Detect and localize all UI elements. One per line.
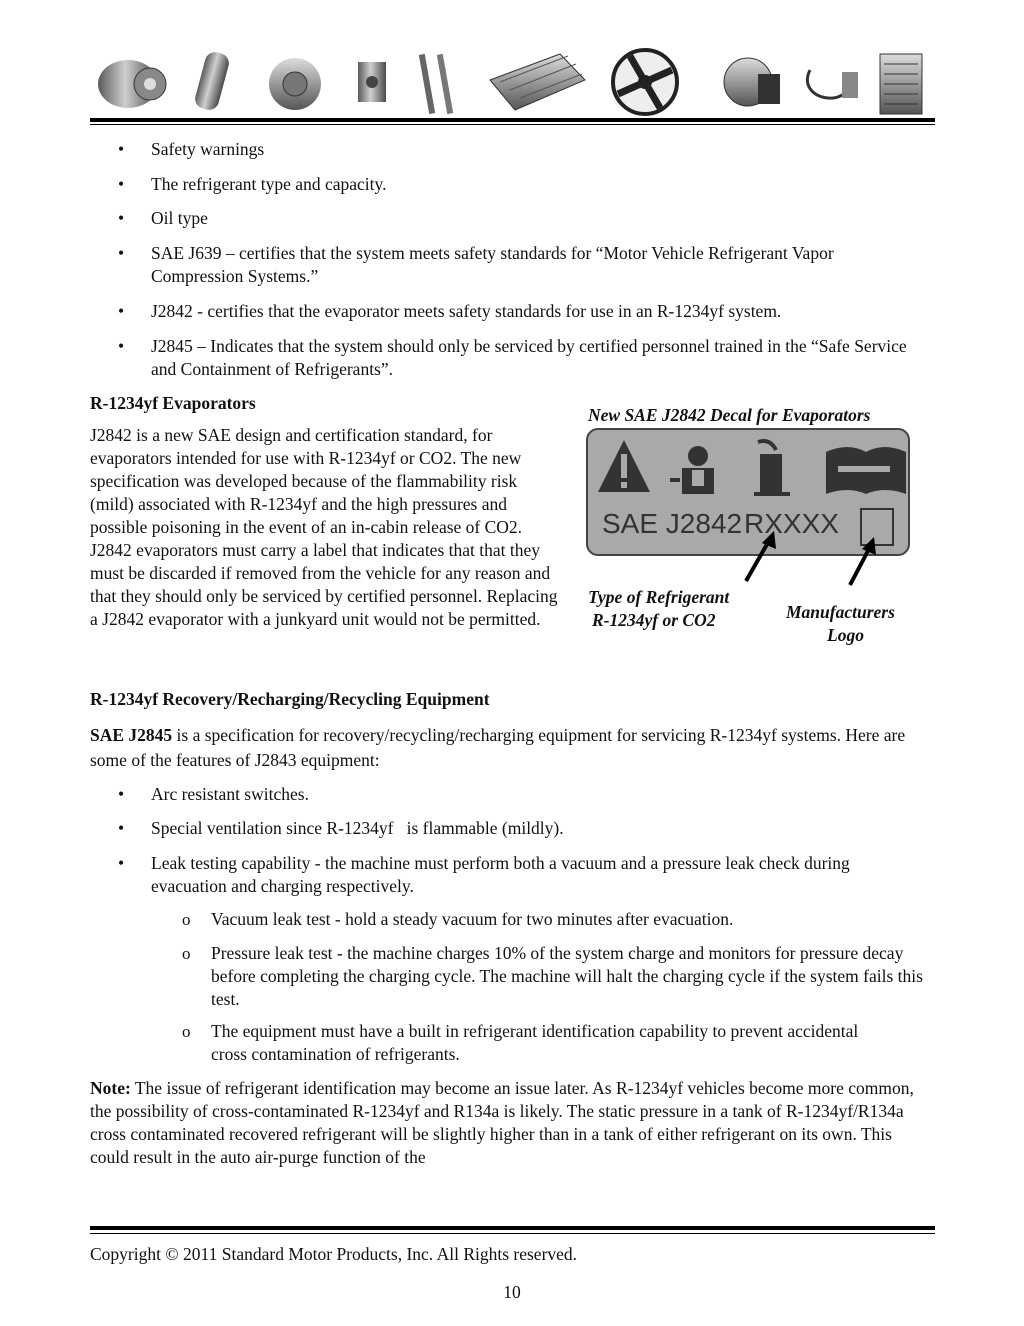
bullet-marker: • <box>118 818 125 838</box>
bullet-marker: • <box>118 174 125 194</box>
page-number: 10 <box>503 1282 521 1302</box>
sub-list-item: Pressure leak test - the machine charges 10% of the system charge and monitors for pressure decay before completing the charging cycle. The machine will halt the charging cycle if the system fails this test. <box>211 943 923 1009</box>
footer-rule-thick <box>90 1226 935 1230</box>
evaporator-icon <box>880 54 922 114</box>
service-manual-icon <box>826 447 906 494</box>
list-item: J2842 - certifies that the evaporator meets safety standards for use in an R-1234yf system. <box>151 301 782 321</box>
header-rule-thin <box>90 124 935 125</box>
note-label: Note: <box>90 1078 131 1098</box>
intro-text: is a specification for recovery/recycling/recharging equipment for servicing R-1234yf systems. Here are some of the features of J2843 equipment: <box>90 725 906 770</box>
sub-list-item: Vacuum leak test - hold a steady vacuum for two minutes after evacuation. <box>211 909 734 929</box>
recycle-bin-icon <box>754 441 790 496</box>
list-item: Leak testing capability - the machine must perform both a vacuum and a pressure leak check during evacuation and charging respectively. <box>151 853 850 896</box>
technician-icon <box>670 446 714 494</box>
section-heading-evaporators: R-1234yf Evaporators <box>90 393 256 413</box>
callout-logo-line2: Logo <box>827 625 864 645</box>
callout-refrigerant-line2: R-1234yf or CO2 <box>592 610 716 630</box>
evaporator-paragraph: J2842 is a new SAE design and certification standard, for evaporators intended for use with R-1234yf or CO2. The new specification was developed because of the flammability risk (mild) associated with R-1234yf and the high pressures and possible poisoning in the event of an in-cabin release of CO2. J2842 evaporators must carry a label that indicates that that they must be discarded if removed from the vehicle for any reason and that they should only be serviced by certified personnel. Replacing a J2842 evaporator with a junkyard unit would not be permitted. <box>90 425 558 629</box>
decal-code-text: SAE J2842 <box>602 508 743 539</box>
header-parts-strip <box>90 40 935 122</box>
sub-bullet-marker: o <box>182 910 191 929</box>
bullet-marker: • <box>118 301 125 321</box>
intro-bold-label: SAE J2845 <box>90 725 173 745</box>
condenser-icon <box>490 54 585 110</box>
bullet-marker: • <box>118 853 125 873</box>
bullet-marker: • <box>118 208 125 228</box>
sub-bullet-marker: o <box>182 1022 191 1041</box>
blower-motor-icon <box>724 58 780 106</box>
decal-refrigerant-text: RXXXX <box>744 508 839 539</box>
decal-caption: New SAE J2842 Decal for Evaporators <box>588 405 871 425</box>
list-item: SAE J639 – certifies that the system meets safety standards for “Motor Vehicle Refrigerant Vapor Compression Systems.” <box>151 243 834 286</box>
list-item: Special ventilation since R-1234yf is flammable (mildly). <box>151 818 564 838</box>
expansion-valve-icon <box>358 62 386 102</box>
pressure-switch-icon <box>807 70 858 98</box>
list-item: Arc resistant switches. <box>151 784 309 804</box>
fan-icon <box>613 50 677 114</box>
compressor-icon <box>98 60 166 108</box>
bullet-marker: • <box>118 139 125 159</box>
equipment-intro <box>90 723 910 773</box>
note-text: The issue of refrigerant identification may become an issue later. As R-1234yf vehicles become more common, the possibility of cross-contaminated R-1234yf and R134a is likely. The static pressure in a tank of R-1234yf/R134a cross contaminated recovered refrigerant will be slightly higher than in a tank of either refrigerant on its own. This could result in the auto air-purge function of the <box>90 1078 914 1167</box>
bullet-marker: • <box>118 243 125 263</box>
list-item: Safety warnings <box>151 139 265 159</box>
orifice-tube-icon <box>419 54 453 114</box>
list-item: The refrigerant type and capacity. <box>151 174 387 194</box>
list-item: Oil type <box>151 208 208 228</box>
receiver-drier-icon <box>193 50 231 112</box>
clutch-icon <box>269 58 321 110</box>
warning-triangle-icon <box>598 440 650 492</box>
list-item: J2845 – Indicates that the system should only be serviced by certified personnel trained in the “Safe Service and Containment of Refrigerants”. <box>151 336 907 379</box>
note-paragraph <box>90 1077 928 1169</box>
footer-rule-thin <box>90 1233 935 1234</box>
bullet-marker: • <box>118 336 125 356</box>
section-heading-equipment: R-1234yf Recovery/Recharging/Recycling Equipment <box>90 689 490 709</box>
callout-arrows <box>730 525 880 595</box>
sub-bullet-marker: o <box>182 944 191 963</box>
callout-logo-line1: Manufacturers <box>786 602 895 622</box>
footer-copyright: Copyright © 2011 Standard Motor Products, Inc. All Rights reserved. <box>90 1244 578 1264</box>
callout-refrigerant-line1: Type of Refrigerant <box>588 587 730 607</box>
bullet-marker: • <box>118 784 125 804</box>
sub-list-item: The equipment must have a built in refrigerant identification capability to prevent accidental cross contamination of refrigerants. <box>211 1021 859 1064</box>
header-rule-thick <box>90 118 935 122</box>
